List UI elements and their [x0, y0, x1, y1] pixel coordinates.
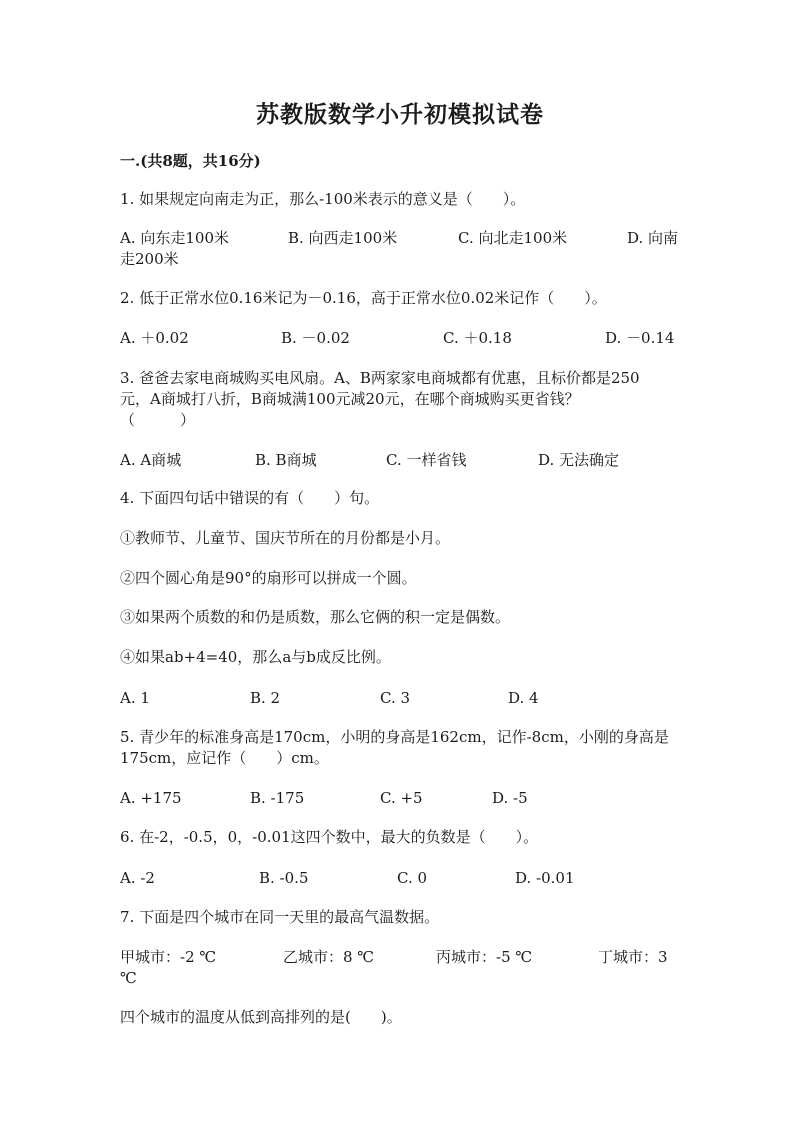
page-title: 苏教版数学小升初模拟试卷 — [256, 101, 544, 128]
option-b: B. -0.5 — [259, 869, 309, 887]
question-3-stem-line-3: （ ） — [120, 411, 196, 429]
option-c: C. 3 — [380, 689, 411, 707]
statement-4: ④如果ab+4=40，那么a与b成反比例。 — [120, 648, 391, 666]
option-a: A. 向东走100米 — [120, 229, 229, 247]
option-b: B. -175 — [250, 789, 305, 807]
question-5-stem-line-1: 5. 青少年的标准身高是170cm，小明的身高是162cm，记作-8cm，小刚的身高是 — [120, 728, 669, 746]
section-heading: 一.(共8题，共16分) — [120, 152, 261, 170]
statement-1: ①教师节、儿童节、国庆节所在的月份都是小月。 — [120, 529, 451, 547]
statement-3: ③如果两个质数的和仍是质数，那么它俩的积一定是偶数。 — [120, 608, 511, 626]
option-b: B. B商城 — [255, 451, 317, 469]
city-temperature: 丁城市：3 — [598, 948, 668, 966]
statement-2: ②四个圆心角是90°的扇形可以拼成一个圆。 — [120, 569, 417, 587]
option-b: B. 2 — [250, 689, 281, 707]
option-c: C. 向北走100米 — [458, 229, 568, 247]
city-temperature: 甲城市：-2 ℃ — [120, 948, 217, 966]
question-7-city-wrap: ℃ — [120, 969, 137, 987]
city-temperature: 丙城市：-5 ℃ — [436, 948, 533, 966]
question-7-stem: 7. 下面是四个城市在同一天里的最高气温数据。 — [120, 908, 440, 926]
option-d: D. 4 — [508, 689, 539, 707]
option-d: D. -5 — [492, 789, 528, 807]
option-b: B. 向西走100米 — [288, 229, 398, 247]
option-c: C. +5 — [380, 789, 423, 807]
option-d: D. －0.14 — [605, 329, 675, 347]
option-a: A. A商城 — [120, 451, 182, 469]
question-3-stem-line-1: 3. 爸爸去家电商城购买电风扇。A、B两家家电商城都有优惠，且标价都是250 — [120, 369, 640, 387]
question-6-stem: 6. 在-2，-0.5，0，-0.01这四个数中，最大的负数是（ ）。 — [120, 828, 539, 846]
question-7-followup: 四个城市的温度从低到高排列的是( )。 — [120, 1008, 402, 1026]
option-c: C. 一样省钱 — [386, 451, 467, 469]
option-a: A. 1 — [120, 689, 150, 707]
option-c: C. 0 — [397, 869, 428, 887]
option-d: D. 向南 — [627, 229, 679, 247]
option-d: D. -0.01 — [515, 869, 575, 887]
question-3-stem-line-2: 元，A商城打八折，B商城满100元减20元，在哪个商城购买更省钱？ — [120, 390, 580, 408]
option-a: A. +175 — [120, 789, 182, 807]
city-temperature: 乙城市：8 ℃ — [283, 948, 375, 966]
question-5-stem-line-2: 175cm，应记作（ ）cm。 — [120, 749, 329, 767]
option-a: A. -2 — [120, 869, 155, 887]
question-4-stem: 4. 下面四句话中错误的有（ ）句。 — [120, 489, 380, 507]
option-a: A. ＋0.02 — [120, 329, 189, 347]
question-1-option-wrap: 走200米 — [120, 250, 179, 268]
option-d: D. 无法确定 — [538, 451, 620, 469]
question-1-stem: 1. 如果规定向南走为正，那么-100米表示的意义是（ ）。 — [120, 190, 526, 208]
option-b: B. －0.02 — [281, 329, 350, 347]
option-c: C. ＋0.18 — [443, 329, 512, 347]
question-2-stem: 2. 低于正常水位0.16米记为－0.16，高于正常水位0.02米记作（ ）。 — [120, 289, 607, 307]
